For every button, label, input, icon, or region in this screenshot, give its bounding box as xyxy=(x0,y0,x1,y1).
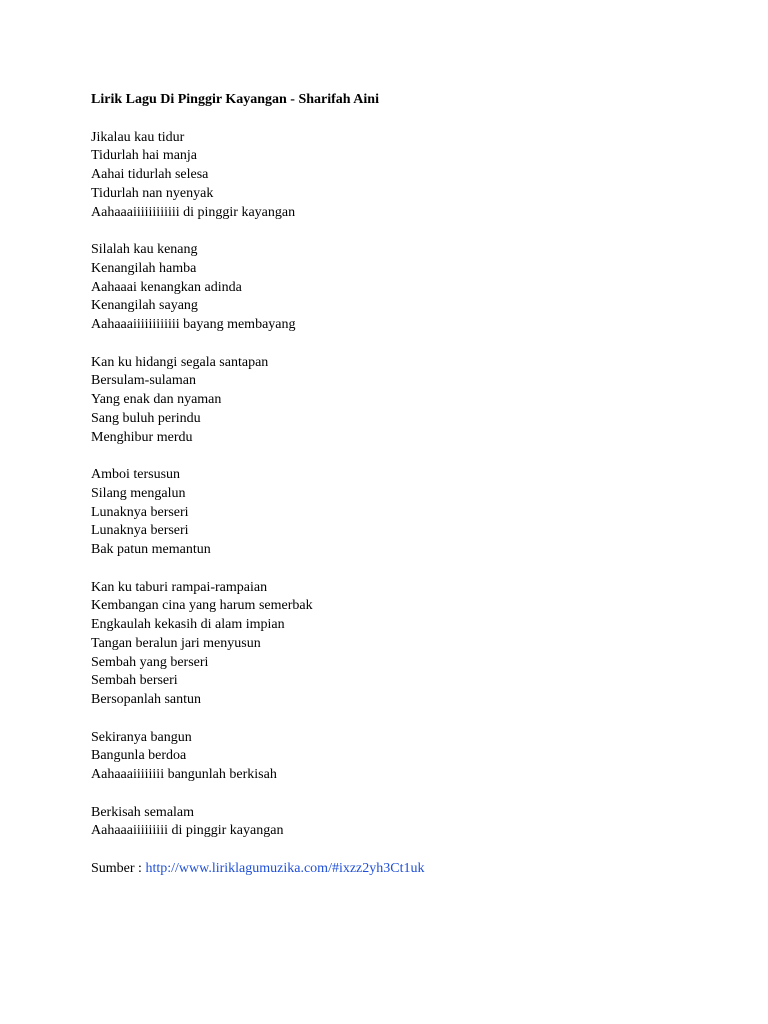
lyric-line: Bersulam-sulaman xyxy=(91,373,196,389)
lyric-line: Sembah yang berseri xyxy=(91,654,209,670)
stanza-2 xyxy=(91,241,711,335)
source-link[interactable]: http://www.liriklagumuzika.com/#ixzz2yh3Ct1uk xyxy=(145,860,425,876)
lyric-line: Silang mengalun xyxy=(91,485,186,501)
lyric-line: Sang buluh perindu xyxy=(91,410,201,426)
lyric-line: Silalah kau kenang xyxy=(91,242,198,257)
lyric-line: Lunaknya berseri xyxy=(91,504,189,520)
lyric-line: Tidurlah nan nyenyak xyxy=(91,185,214,201)
lyric-line: Menghibur merdu xyxy=(91,429,193,445)
stanza-1 xyxy=(91,129,711,223)
lyric-line: Kembangan cina yang harum semerbak xyxy=(91,598,313,614)
stanza-7 xyxy=(91,804,711,842)
lyric-line: Bangunla berdoa xyxy=(91,748,187,764)
lyric-line: Aahaaaiiiiiiiii di pinggir kayangan xyxy=(91,823,284,839)
lyric-line: Aahaaaiiiiiiiiiiii bayang membayang xyxy=(91,317,296,332)
lyric-line: Lunaknya berseri xyxy=(91,523,189,539)
lyric-line: Sembah berseri xyxy=(91,673,178,689)
stanza-4 xyxy=(91,466,711,560)
lyric-line: Aahaaaiiiiiiiiiiii di pinggir kayangan xyxy=(91,204,296,220)
lyric-line: Yang enak dan nyaman xyxy=(91,392,222,407)
document-content xyxy=(91,91,711,879)
source-line xyxy=(91,860,711,879)
lyric-line: Tidurlah hai manja xyxy=(91,148,198,164)
lyric-line: Amboi tersusun xyxy=(91,467,181,482)
lyric-line: Aahaaai kenangkan adinda xyxy=(91,279,242,295)
lyric-line: Bersopanlah santun xyxy=(91,692,202,707)
lyric-line: Berkisah semalam xyxy=(91,804,195,820)
document-title: Lirik Lagu Di Pinggir Kayangan - Sharifah Aini xyxy=(91,92,379,107)
lyric-line: Sekiranya bangun xyxy=(91,729,192,745)
lyric-line: Bak patun memantun xyxy=(91,542,211,557)
lyric-line: Kan ku taburi rampai-rampaian xyxy=(91,579,268,595)
lyric-line: Tangan beralun jari menyusun xyxy=(91,635,261,651)
lyric-line: Aahaaaiiiiiiii bangunlah berkisah xyxy=(91,767,277,782)
stanza-6 xyxy=(91,729,711,785)
lyric-line: Kenangilah hamba xyxy=(91,260,197,276)
source-label: Sumber : xyxy=(91,860,146,876)
lyric-line: Kan ku hidangi segala santapan xyxy=(91,354,269,370)
lyric-line: Jikalau kau tidur xyxy=(91,129,185,145)
lyric-line: Aahai tidurlah selesa xyxy=(91,167,209,182)
stanza-3 xyxy=(91,354,711,448)
stanza-5 xyxy=(91,579,711,710)
lyric-line: Kenangilah sayang xyxy=(91,298,198,314)
lyric-line: Engkaulah kekasih di alam impian xyxy=(91,617,285,632)
